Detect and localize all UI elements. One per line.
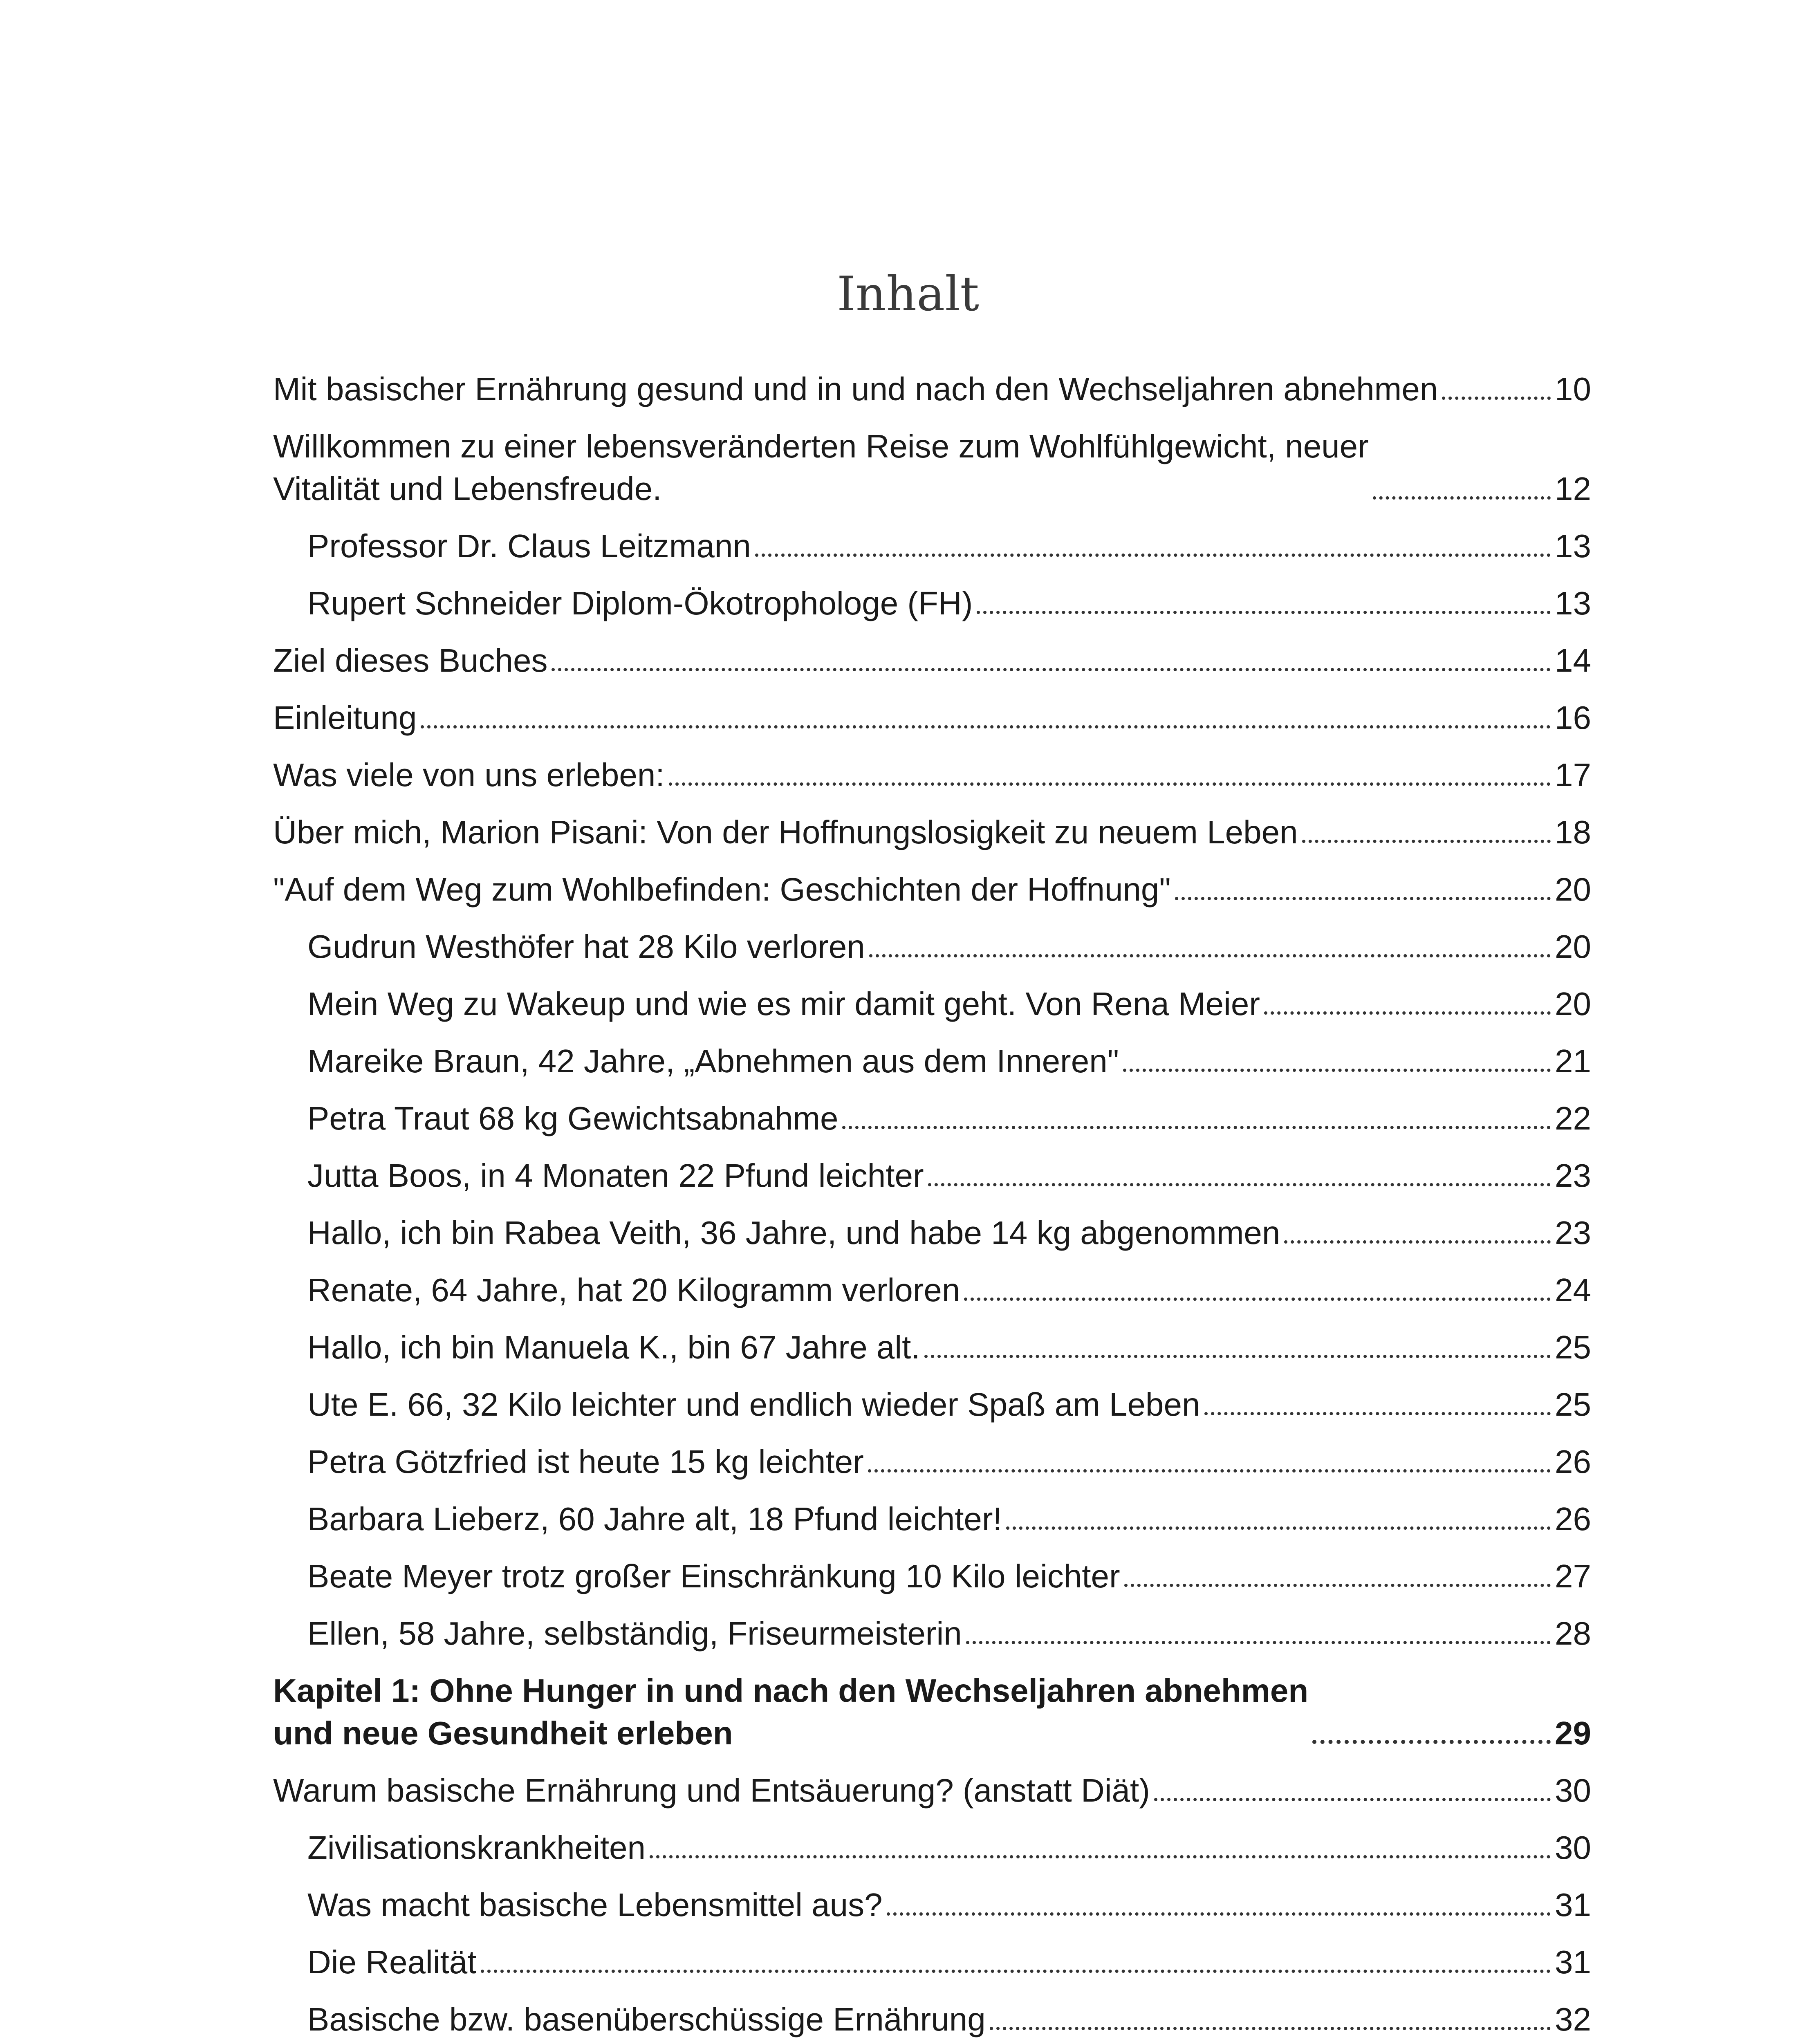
dot-leader	[966, 1641, 1551, 1644]
toc-entry-title: Was viele von uns erleben:	[273, 757, 665, 793]
dot-leader	[1154, 1798, 1551, 1801]
dot-leader	[421, 725, 1551, 728]
toc-entry-title: Mein Weg zu Wakeup und wie es mir damit geht. Von Rena Meier	[307, 986, 1260, 1022]
toc-entry-page: 28	[1555, 1615, 1591, 1652]
toc-entry[interactable]	[273, 1383, 1591, 1426]
dot-leader	[1264, 1011, 1551, 1015]
toc-entry-title: Rupert Schneider Diplom-Ökotrophologe (FH)	[307, 585, 973, 621]
toc-entry-title: Kapitel 1: Ohne Hunger in und nach den Wechseljahren abnehmen und neue Gesundheit erleben	[273, 1672, 1309, 1751]
toc-entry-page: 12	[1555, 471, 1591, 507]
dot-leader	[924, 1355, 1551, 1358]
toc-entry-title: Petra Götzfried ist heute 15 kg leichter	[307, 1443, 864, 1480]
toc-entry[interactable]	[273, 639, 1591, 682]
toc-entry[interactable]	[273, 926, 1591, 968]
dot-leader	[1006, 1526, 1551, 1530]
dot-leader	[481, 1970, 1551, 1973]
toc-entry-title: Barbara Lieberz, 60 Jahre alt, 18 Pfund leichter!	[307, 1501, 1002, 1537]
dot-leader	[928, 1183, 1551, 1186]
toc-entry[interactable]	[273, 582, 1591, 625]
toc-entry-page: 18	[1555, 814, 1591, 850]
toc-entry-title: Die Realität	[307, 1944, 477, 1980]
toc-entry-page: 31	[1555, 1944, 1591, 1980]
toc-entry[interactable]	[273, 1040, 1591, 1083]
toc-entry[interactable]	[273, 1326, 1591, 1369]
toc-entry[interactable]	[273, 368, 1591, 410]
dot-leader	[1373, 496, 1551, 500]
dot-leader	[669, 782, 1551, 786]
dot-leader	[1123, 1069, 1551, 1072]
toc-entry-title: Jutta Boos, in 4 Monaten 22 Pfund leichter	[307, 1157, 924, 1194]
toc-entry-page: 17	[1555, 757, 1591, 793]
toc-entry-title: Warum basische Ernährung und Entsäuerung? (anstatt Diät)	[273, 1772, 1150, 1809]
toc-entry-title: Willkommen zu einer lebensveränderten Reise zum Wohlfühlgewicht, neuer Vitalität und Lebensfreude.	[273, 428, 1369, 507]
toc-entry[interactable]	[273, 1941, 1591, 1983]
toc-entry[interactable]	[273, 868, 1591, 911]
toc-entry-page: 23	[1555, 1157, 1591, 1194]
dot-leader	[990, 2027, 1551, 2030]
toc-entry[interactable]	[273, 525, 1591, 567]
dot-leader	[552, 668, 1551, 671]
toc-entry-title: Petra Traut 68 kg Gewichtsabnahme	[307, 1100, 838, 1136]
toc-entry[interactable]	[273, 1884, 1591, 1926]
toc-entry-page: 32	[1555, 2001, 1591, 2037]
dot-leader	[887, 1912, 1551, 1916]
toc-entry-page: 30	[1555, 1772, 1591, 1809]
toc-entry[interactable]	[273, 1441, 1591, 1483]
toc-entry-title: Ellen, 58 Jahre, selbständig, Friseurmeisterin	[307, 1615, 962, 1652]
toc-entry[interactable]	[273, 1154, 1591, 1197]
toc-entry-title: Ziel dieses Buches	[273, 642, 548, 679]
toc-entry-title: Über mich, Marion Pisani: Von der Hoffnungslosigkeit zu neuem Leben	[273, 814, 1298, 850]
toc-entry-page: 30	[1555, 1829, 1591, 1866]
toc-entry[interactable]	[273, 754, 1591, 796]
toc-entry-page: 20	[1555, 871, 1591, 908]
dot-leader	[755, 554, 1551, 557]
dot-leader	[977, 611, 1551, 614]
dot-leader	[1175, 897, 1551, 900]
dot-leader	[1124, 1584, 1551, 1587]
toc-entry-page: 21	[1555, 1043, 1591, 1079]
toc-entry[interactable]	[273, 1998, 1591, 2041]
toc-entry[interactable]	[273, 697, 1591, 739]
toc-entry-title: Was macht basische Lebensmittel aus?	[307, 1887, 883, 1923]
dot-leader	[868, 1469, 1551, 1472]
dot-leader	[1442, 397, 1551, 400]
table-of-contents	[273, 368, 1591, 2044]
toc-entry[interactable]	[273, 1612, 1591, 1655]
toc-entry-title: Zivilisationskrankheiten	[307, 1829, 646, 1866]
toc-entry-page: 24	[1555, 1272, 1591, 1308]
toc-entry-title: Professor Dr. Claus Leitzmann	[307, 528, 751, 564]
toc-entry[interactable]	[273, 1212, 1591, 1254]
toc-entry-page: 13	[1555, 585, 1591, 621]
dot-leader	[842, 1126, 1551, 1129]
toc-entry[interactable]	[273, 983, 1591, 1025]
toc-entry-title: Einleitung	[273, 699, 417, 736]
toc-entry-page: 13	[1555, 528, 1591, 564]
toc-entry-title: Basische bzw. basenüberschüssige Ernährung	[307, 2001, 986, 2037]
dot-leader	[650, 1855, 1551, 1858]
dot-leader	[1204, 1412, 1551, 1415]
toc-entry-title: "Auf dem Weg zum Wohlbefinden: Geschichten der Hoffnung"	[273, 871, 1171, 908]
toc-entry-page: 26	[1555, 1501, 1591, 1537]
toc-entry-page: 20	[1555, 986, 1591, 1022]
toc-entry-page: 23	[1555, 1215, 1591, 1251]
dot-leader	[964, 1298, 1551, 1301]
toc-entry-title: Renate, 64 Jahre, hat 20 Kilogramm verloren	[307, 1272, 960, 1308]
toc-entry-page: 25	[1555, 1386, 1591, 1423]
toc-entry[interactable]	[273, 1555, 1591, 1598]
toc-entry[interactable]	[273, 1769, 1591, 1812]
toc-entry-title: Gudrun Westhöfer hat 28 Kilo verloren	[307, 928, 865, 965]
dot-leader	[1284, 1240, 1551, 1244]
toc-entry-page: 25	[1555, 1329, 1591, 1365]
dot-leader	[1312, 1740, 1551, 1744]
toc-entry[interactable]	[273, 811, 1591, 854]
toc-entry-title: Beate Meyer trotz großer Einschränkung 10 Kilo leichter	[307, 1558, 1120, 1594]
dot-leader	[869, 954, 1551, 957]
toc-entry-title: Mit basischer Ernährung gesund und in und nach den Wechseljahren abnehmen	[273, 371, 1438, 407]
dot-leader	[1302, 840, 1551, 843]
toc-entry[interactable]	[273, 425, 1591, 510]
toc-entry-page: 29	[1555, 1715, 1591, 1751]
toc-entry-page: 20	[1555, 928, 1591, 965]
toc-entry[interactable]	[273, 1670, 1591, 1755]
toc-entry-page: 10	[1555, 371, 1591, 407]
toc-entry-title: Hallo, ich bin Manuela K., bin 67 Jahre alt.	[307, 1329, 920, 1365]
toc-entry[interactable]	[273, 1269, 1591, 1311]
toc-entry-page: 16	[1555, 699, 1591, 736]
toc-entry-page: 26	[1555, 1443, 1591, 1480]
toc-entry-page: 14	[1555, 642, 1591, 679]
toc-entry[interactable]	[273, 1827, 1591, 1869]
toc-entry[interactable]	[273, 1498, 1591, 1540]
toc-entry-page: 22	[1555, 1100, 1591, 1136]
toc-entry-title: Hallo, ich bin Rabea Veith, 36 Jahre, und habe 14 kg abgenommen	[307, 1215, 1280, 1251]
toc-entry[interactable]	[273, 1097, 1591, 1140]
toc-entry-page: 31	[1555, 1887, 1591, 1923]
toc-entry-title: Mareike Braun, 42 Jahre, „Abnehmen aus dem Inneren"	[307, 1043, 1119, 1079]
toc-title: Inhalt	[836, 267, 980, 322]
toc-entry-title: Ute E. 66, 32 Kilo leichter und endlich wieder Spaß am Leben	[307, 1386, 1200, 1423]
toc-entry-page: 27	[1555, 1558, 1591, 1594]
